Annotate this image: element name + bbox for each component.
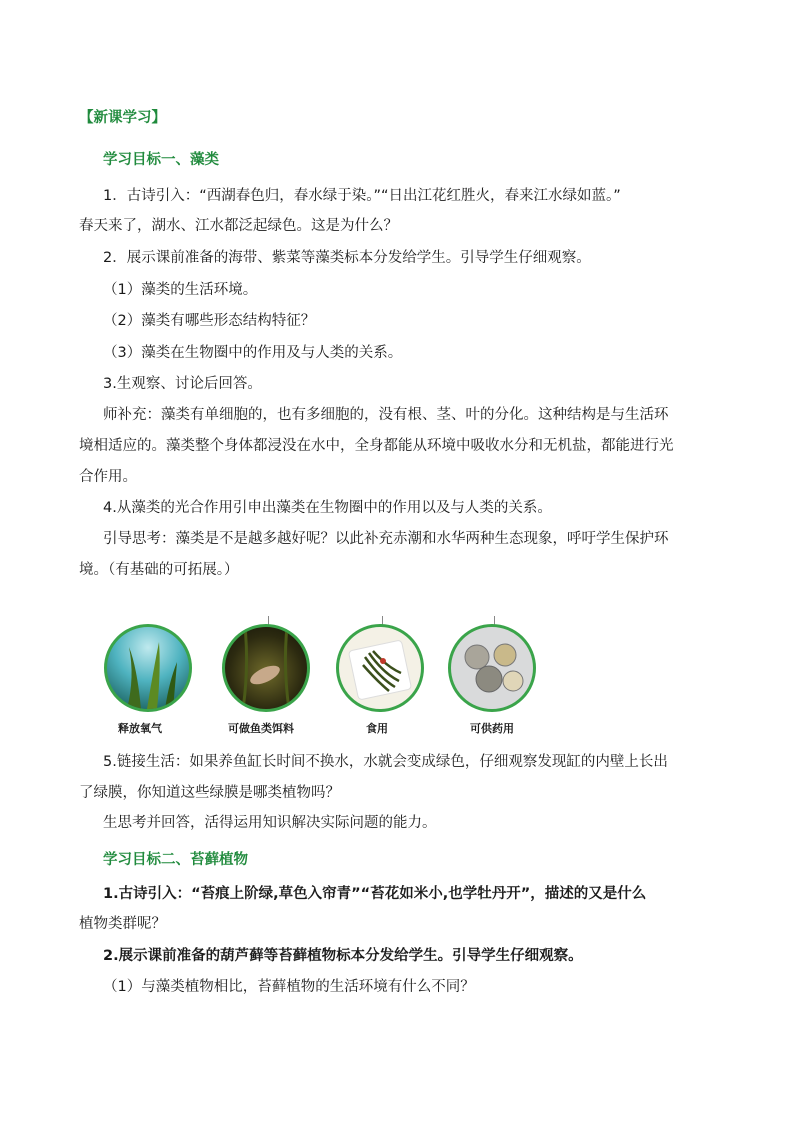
goal2-q1: （1）与藻类植物相比，苔藓植物的生活环境有什么不同？ (103, 979, 475, 995)
kelp-forest-image (104, 624, 192, 712)
goal1-q3: （3）藻类在生物圈中的作用及与人类的关系。 (103, 345, 403, 361)
goal1-q1: （1）藻类的生活环境。 (103, 282, 258, 298)
goal2-p2: 2.展示课前准备的葫芦藓等苔藓植物标本分发给学生。引导学生仔细观察。 (103, 948, 583, 964)
medicine-image (448, 624, 536, 712)
goal1-p6: 生思考并回答，活得运用知识解决实际问题的能力。 (103, 815, 437, 831)
caption-fish-feed: 可做鱼类饵料 (228, 722, 294, 735)
algae-uses-figure (100, 624, 550, 744)
goal2-heading: 学习目标二、苔藓植物 (103, 852, 248, 868)
goal1-p4: 4.从藻类的光合作用引申出藻类在生物圈中的作用以及与人类的关系。 (103, 500, 552, 516)
goal1-heading: 学习目标一、藻类 (103, 152, 219, 168)
goal1-p5-line2: 了绿膜，你知道这些绿膜是哪类植物吗？ (79, 785, 340, 801)
section-title: 【新课学习】 (79, 110, 166, 126)
caption-oxygen: 释放氧气 (118, 722, 162, 735)
goal2-p1-line2: 植物类群呢？ (79, 916, 166, 932)
caption-food: 食用 (366, 722, 388, 735)
goal1-p1-line2: 春天来了，湖水、江水都泛起绿色。这是为什么？ (79, 218, 398, 234)
guide-line2: 境。（有基础的可拓展。） (79, 562, 239, 578)
goal2-p1-text: 1.古诗引入：“苔痕上阶绿,草色入帘青”“苔花如米小,也学牡丹开”，描述的又是什么 (103, 886, 647, 902)
teacher-note-line3: 合作用。 (79, 469, 137, 485)
guide-line1: 引导思考：藻类是不是越多越好呢？以此补充赤潮和水华两种生态现象，呼吁学生保护环 (103, 531, 669, 547)
teacher-note-line1: 师补充：藻类有单细胞的，也有多细胞的，没有根、茎、叶的分化。这种结构是与生活环 (103, 407, 669, 423)
goal1-p5-line1: 5.链接生活：如果养鱼缸长时间不换水，水就会变成绿色，仔细观察发现缸的内壁上长出 (103, 754, 668, 770)
goal2-p1-line1 (103, 884, 646, 904)
fish-image (222, 624, 310, 712)
goal1-p3: 3.生观察、讨论后回答。 (103, 376, 262, 392)
goal1-q2: （2）藻类有哪些形态结构特征？ (103, 313, 316, 329)
goal1-p2: 2．展示课前准备的海带、紫菜等藻类标本分发给学生。引导学生仔细观察。 (103, 250, 591, 266)
caption-medicine: 可供药用 (470, 722, 514, 735)
teacher-note-line2: 境相适应的。藻类整个身体都浸没在水中，全身都能从环境中吸收水分和无机盐，都能进行光 (79, 438, 674, 454)
seaweed-dish-image (336, 624, 424, 712)
goal1-p1-line1: 1．古诗引入：“西湖春色归，春水绿于染。”“日出江花红胜火，春来江水绿如蓝。” (103, 188, 621, 204)
